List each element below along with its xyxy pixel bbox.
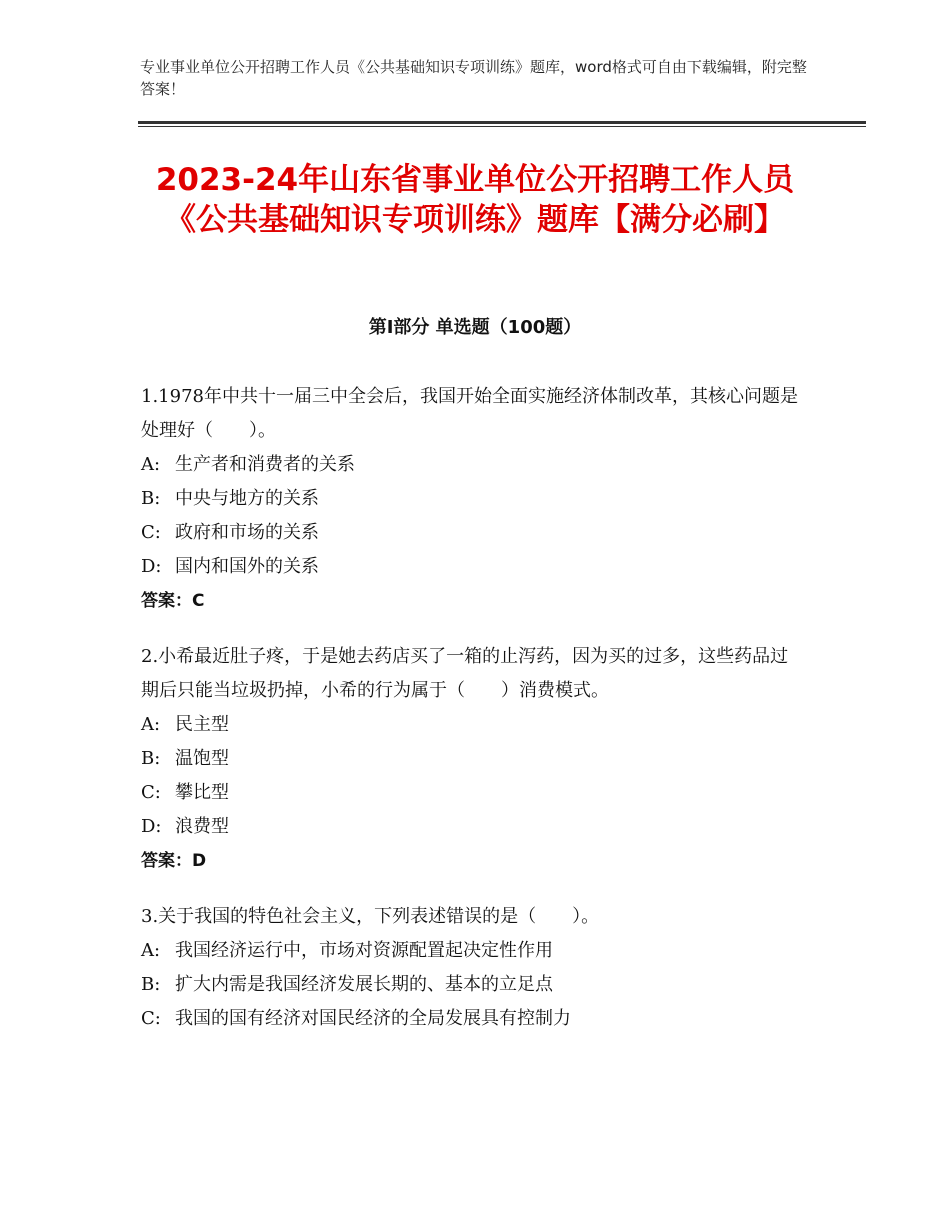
document-title: 2023-24年山东省事业单位公开招聘工作人员《公共基础知识专项训练》题库【满分必刷】 <box>155 162 795 238</box>
option-letter: B: <box>141 748 161 769</box>
question-stem: 3.关于我国的特色社会主义，下列表述错误的是（ ）。 <box>141 906 600 927</box>
option-letter: D: <box>141 816 162 837</box>
answer-line: 答案：C <box>141 591 205 611</box>
option-c <box>141 516 806 550</box>
option-text: 国内和国外的关系 <box>175 556 319 577</box>
option-a <box>141 934 806 968</box>
option-letter: C: <box>141 782 161 803</box>
option-letter: C: <box>141 1008 161 1029</box>
option-text: 我国经济运行中，市场对资源配置起决定性作用 <box>175 940 553 961</box>
option-text: 生产者和消费者的关系 <box>175 454 355 475</box>
option-d <box>141 550 806 584</box>
option-b <box>141 482 806 516</box>
option-a <box>141 708 806 742</box>
question-3 <box>141 900 806 1036</box>
header-note: 专业事业单位公开招聘工作人员《公共基础知识专项训练》题库，word格式可自由下载编辑，附完整答案！ <box>140 58 807 98</box>
option-letter: C: <box>141 522 161 543</box>
option-text: 我国的国有经济对国民经济的全局发展具有控制力 <box>175 1008 571 1029</box>
option-text: 政府和市场的关系 <box>175 522 319 543</box>
option-text: 攀比型 <box>175 782 229 803</box>
header-rule-thick <box>138 121 866 124</box>
option-letter: A: <box>141 940 161 961</box>
option-d <box>141 810 806 844</box>
option-b <box>141 742 806 776</box>
option-letter: B: <box>141 488 161 509</box>
option-letter: A: <box>141 454 161 475</box>
option-letter: A: <box>141 714 161 735</box>
option-text: 温饱型 <box>175 748 229 769</box>
question-stem: 2.小希最近肚子疼，于是她去药店买了一箱的止泻药，因为买的过多，这些药品过期后只能当垃圾扔掉，小希的行为属于（ ）消费模式。 <box>141 646 789 701</box>
option-text: 扩大内需是我国经济发展长期的、基本的立足点 <box>175 974 553 995</box>
question-list <box>141 380 806 1058</box>
option-letter: B: <box>141 974 161 995</box>
section-heading: 第Ⅰ部分 单选题（100题） <box>368 317 582 338</box>
option-c <box>141 1002 806 1036</box>
answer-line: 答案：D <box>141 851 207 871</box>
option-a <box>141 448 806 482</box>
option-text: 民主型 <box>175 714 229 735</box>
option-letter: D: <box>141 556 162 577</box>
question-2 <box>141 640 806 878</box>
option-b <box>141 968 806 1002</box>
option-text: 浪费型 <box>175 816 229 837</box>
question-1 <box>141 380 806 618</box>
header-rule-thin <box>138 126 866 127</box>
option-text: 中央与地方的关系 <box>175 488 319 509</box>
question-stem: 1.1978年中共十一届三中全会后，我国开始全面实施经济体制改革，其核心问题是处理好（ ）。 <box>141 386 798 441</box>
option-c <box>141 776 806 810</box>
